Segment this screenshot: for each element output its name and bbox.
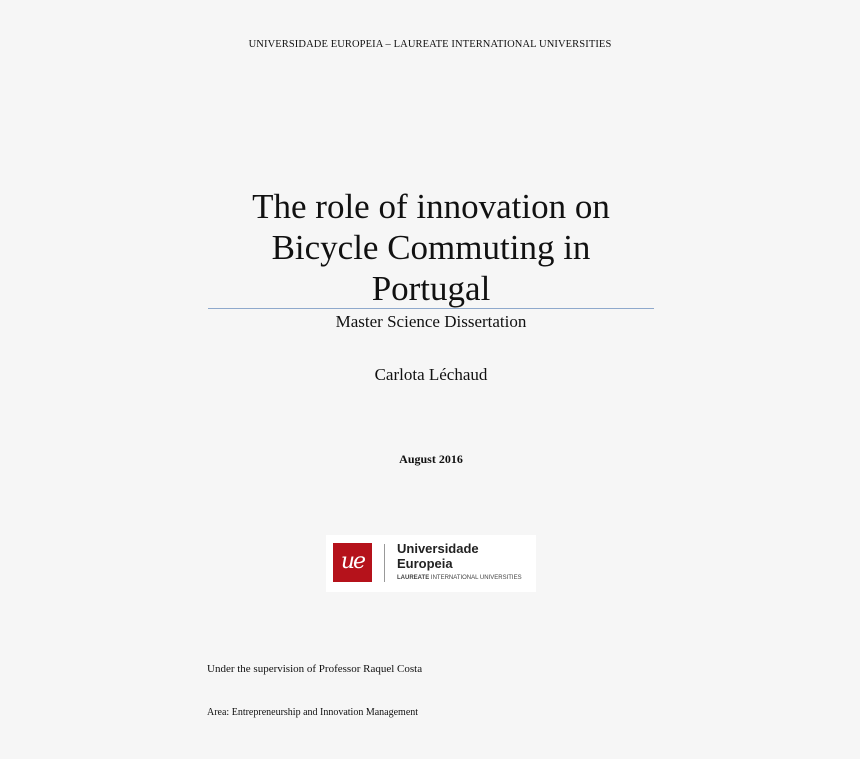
document-title (208, 186, 654, 309)
logo-name-line-2: Europeia (397, 556, 453, 571)
logo-tagline-bold: LAUREATE (397, 575, 430, 581)
ue-logo-icon: ue (333, 543, 372, 582)
logo-name-line-1: Universidade (397, 541, 479, 556)
logo-divider (384, 544, 385, 582)
university-logo (326, 535, 536, 592)
document-subtitle: Master Science Dissertation (335, 312, 527, 331)
supervisor-line: Under the supervision of Professor Raquel Costa (207, 663, 423, 675)
title-line-1: The role of innovation on (252, 187, 610, 226)
university-header: UNIVERSIDADE EUROPEIA – LAUREATE INTERNATIONAL UNIVERSITIES (248, 39, 612, 50)
title-underline-divider (208, 308, 654, 309)
title-line-3: Portugal (371, 269, 491, 308)
research-area-line: Area: Entrepreneurship and Innovation Management (207, 707, 419, 718)
author-name: Carlota Léchaud (374, 365, 488, 384)
title-line-2: Bicycle Commuting in (271, 228, 591, 267)
logo-tagline-rest: INTERNATIONAL UNIVERSITIES (429, 575, 522, 581)
submission-date: August 2016 (399, 452, 463, 466)
logo-wordmark (397, 541, 479, 571)
logo-tagline (397, 575, 522, 581)
